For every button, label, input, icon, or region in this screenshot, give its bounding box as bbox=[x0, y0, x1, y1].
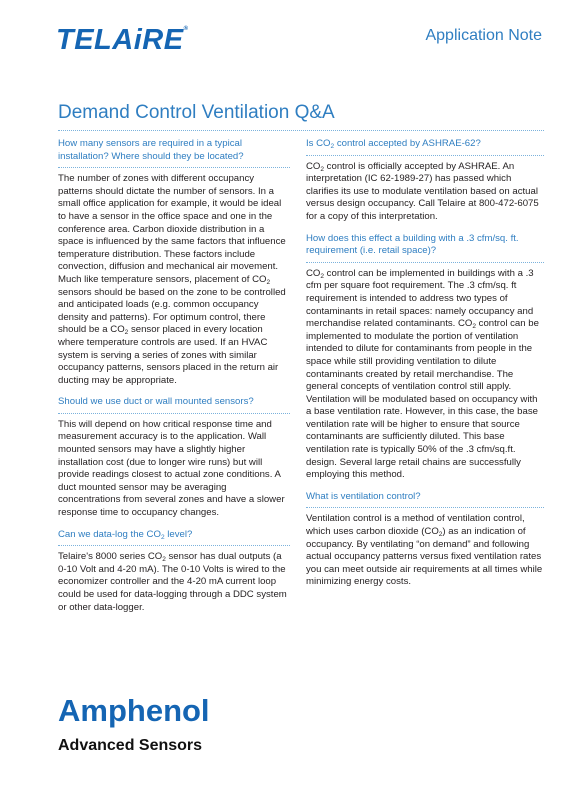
left-column bbox=[58, 138, 290, 623]
logo-text: TELAiRE bbox=[56, 24, 184, 56]
question-ventilation-control: What is ventilation control? bbox=[306, 491, 544, 509]
question-duct-or-wall: Should we use duct or wall mounted sensors? bbox=[58, 396, 290, 414]
question-ashrae: Is $CO_2$ control accepted by ASHRAE-62? bbox=[306, 138, 544, 156]
answer-sensor-count: The number of zones with different occupancy patterns should dictate the number of sensors. In a small office application for example, it would be ideal to have a sensor in the office space and one in the conference area. Carbon dioxide distribution in a space is influenced by the same factors that influence temperature distribution. These factors include convection, diffusion and mechanical air movement. Much like temperature sensors, placement of $CO_2$ sensors should be based on the zone to be controlled and anticipated loads (e.g. common occupancy density and patterns). For optimum control, there should be a $CO_2$ sensor placed in every location where temperature controls are used. If an HVAC system is serving a series of zones with similar occupancy patterns, sensors placed in the return air ducting may be appropriate. bbox=[58, 173, 286, 386]
question-retail-requirement: How does this effect a building with a .3 cfm/sq. ft. requirement (i.e. retail space)? bbox=[306, 233, 544, 263]
answer-ashrae: $CO_2$ control is officially accepted by ASHRAE. An interpretation (IC 62-1989-27) has passed which clarifies its use to modulate ventilation based on actual versus design occupancy. Call Telaire at 800-472-6075 for a copy of this interpretation. bbox=[306, 160, 539, 222]
advanced-sensors-label: Advanced Sensors bbox=[58, 737, 203, 754]
page-title: Demand Control Ventilation Q&A bbox=[58, 102, 335, 123]
amphenol-brand: Amphenol bbox=[58, 693, 210, 728]
answer-retail-requirement: $CO_2$ control can be implemented in buildings with a .3 cfm per square foot requirement. The .3 cfm/sq. ft requirement is intended to address two types of contaminants in retail spaces: namely occupancy and merchandise related contaminants. $CO_2$ control can be implemented to modulate the portion of ventilation intended to dilute for contaminants from people in the space while still providing ventilation to dilute contaminants created by retail merchandise. The general concepts of ventilation control still apply. Ventilation will be modulated based on occupancy with a base ventilation rate. However, in this case, the base ventilation rate will be higher to ensure that source contaminants are sufficiently diluted. This base ventilation rate is typically 50% of the .3 cfm/sq.ft. design. Several large retail chains are successfully employing this method. bbox=[306, 267, 539, 481]
answer-duct-or-wall: This will depend on how critical response time and measurement accuracy is to the application. Wall mounted sensors may have a slightly higher installation cost (due to longer wire runs) but will provide readings closest to actual zone conditions. A duct mounted sensor may be averaging concentrations from several zones and have a slower response time to occupancy changes. bbox=[58, 418, 285, 519]
question-data-log: Can we data-log the $CO_2$ level? bbox=[58, 529, 290, 547]
document-type: Application Note bbox=[425, 27, 542, 44]
logo-trademark: ® bbox=[183, 26, 189, 32]
telaire-logo bbox=[56, 26, 188, 55]
answer-data-log: Telaire's 8000 series $CO_2$ sensor has dual outputs (a 0-10 Volt and 4-20 mA). The 0-10 Volts is wired to the economizer controller and the 4-20 mA current loop could be used for data-logging through a DDC system or other data-logger. bbox=[58, 551, 287, 613]
right-column bbox=[306, 138, 544, 598]
title-divider bbox=[58, 130, 544, 131]
answer-ventilation-control: Ventilation control is a method of ventilation control, which uses carbon dioxide $(CO_2)$ as an indication of occupancy. By ventilating “on demand” and following actual occupancy patterns versus fixed ventilation rates you can meet outside air requirements at all times while minimizing energy costs. bbox=[306, 513, 543, 588]
question-sensor-count: How many sensors are required in a typical installation? Where should they be located? bbox=[58, 138, 290, 168]
